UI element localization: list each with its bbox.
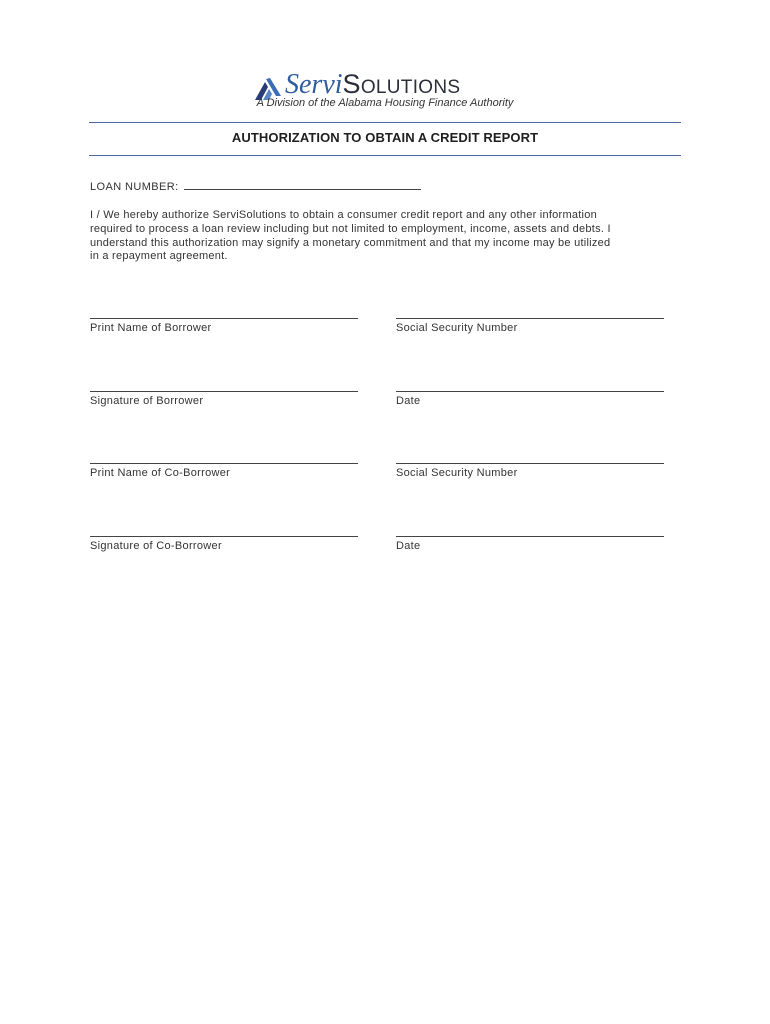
field-label: Date: [396, 395, 421, 407]
coborrower-name-field: [90, 463, 360, 479]
borrower-name-field: [90, 318, 360, 334]
authorization-paragraph: [90, 209, 690, 264]
borrower-signature-field: [90, 391, 360, 407]
loan-number-field: [90, 180, 421, 193]
field-label: Print Name of Co-Borrower: [90, 467, 231, 479]
field-label: Print Name of Borrower: [90, 322, 212, 334]
paragraph-line: understand this authorization may signify a monetary commitment and that my income may be utilized: [90, 236, 611, 249]
coborrower-date-field: [396, 536, 666, 552]
paragraph-line: required to process a loan review including but not limited to employment, income, assets and debts. I: [90, 222, 611, 235]
borrower-ssn-field: [396, 318, 666, 334]
title-rule-top: [89, 122, 681, 123]
field-label: Social Security Number: [396, 322, 518, 334]
field-label: Signature of Co-Borrower: [90, 540, 222, 552]
document-title: AUTHORIZATION TO OBTAIN A CREDIT REPORT: [231, 130, 539, 145]
paragraph-line: I / We hereby authorize ServiSolutions to obtain a consumer credit report and any other information: [90, 209, 597, 221]
field-label: Signature of Borrower: [90, 395, 204, 407]
header-subtitle: A Division of the Alabama Housing Finance Authority: [256, 97, 514, 109]
title-rule-bottom: [89, 155, 681, 156]
loan-number-label: LOAN NUMBER:: [90, 181, 179, 193]
field-label: Date: [396, 540, 421, 552]
signature-line[interactable]: [396, 536, 664, 537]
signature-line[interactable]: [396, 463, 664, 464]
signature-line[interactable]: [90, 318, 358, 319]
signature-line[interactable]: [396, 391, 664, 392]
signature-line[interactable]: [90, 536, 358, 537]
coborrower-ssn-field: [396, 463, 666, 479]
signature-line[interactable]: [90, 391, 358, 392]
loan-number-blank[interactable]: [184, 180, 421, 190]
paragraph-line: in a repayment agreement.: [90, 250, 228, 263]
servisolutions-logo: [255, 70, 460, 100]
borrower-date-field: [396, 391, 666, 407]
brand-wordmark: [285, 69, 460, 100]
field-label: Social Security Number: [396, 467, 518, 479]
brand-servi: Servi: [285, 69, 343, 100]
coborrower-signature-field: [90, 536, 360, 552]
brand-solutions: Solutions: [342, 69, 461, 99]
signature-line[interactable]: [396, 318, 664, 319]
signature-line[interactable]: [90, 463, 358, 464]
